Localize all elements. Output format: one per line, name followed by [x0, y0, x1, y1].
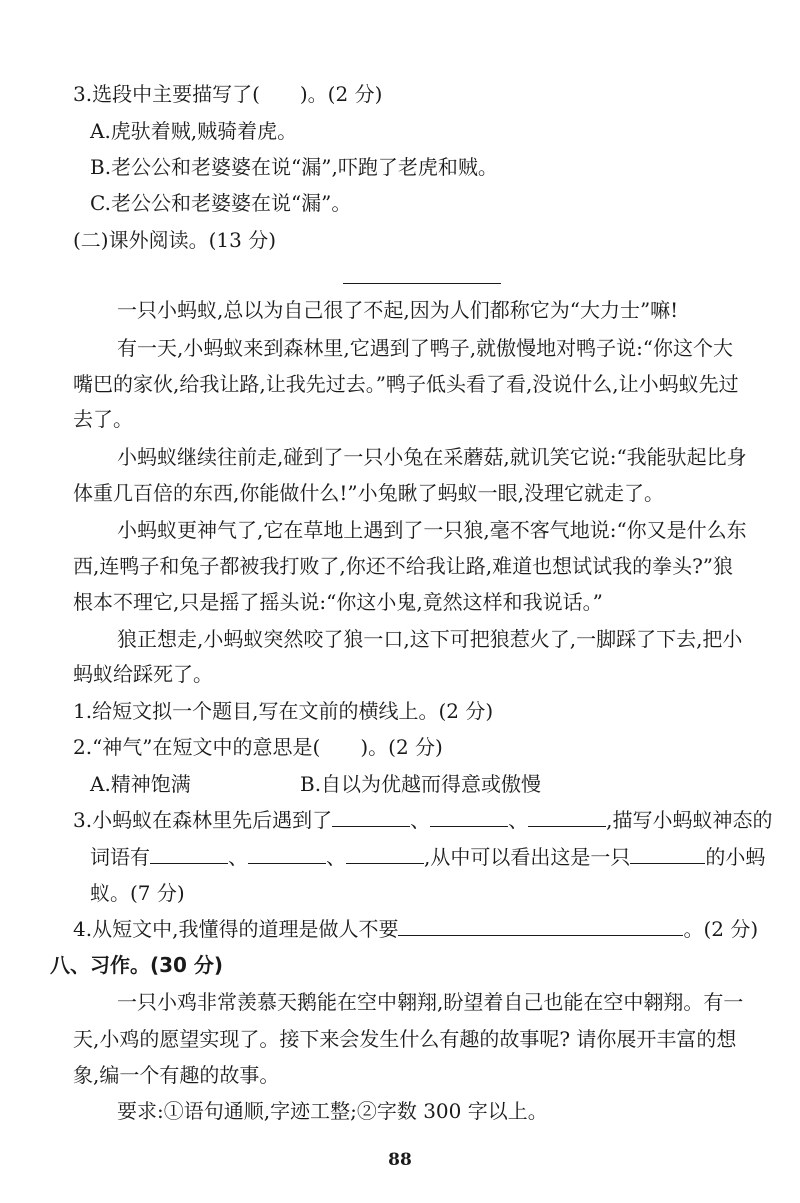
separator: 、 [508, 808, 529, 832]
answer-blank[interactable] [430, 806, 508, 827]
passage-p1: 一只小蚂蚁,总以为自己很了不起,因为人们都称它为“大力士”嘛! [117, 298, 679, 322]
passage-title-blank[interactable] [343, 283, 501, 284]
passage-p4-line1: 小蚂蚁更神气了,它在草地上遇到了一只狼,毫不客气地说:“你又是什么东 [117, 518, 747, 542]
passage-p5-line1: 狼正想走,小蚂蚁突然咬了狼一口,这下可把狼惹火了,一脚踩了下去,把小 [117, 627, 743, 651]
question-3-text-a: 3.小蚂蚁在森林里先后遇到了 [73, 808, 333, 832]
passage-p2-line3: 去了。 [73, 407, 133, 431]
separator: 、 [410, 808, 431, 832]
separator: 、 [228, 845, 248, 869]
page-number: 88 [388, 1150, 412, 1170]
writing-prompt-line3: 象,编一个有趣的故事。 [73, 1063, 280, 1087]
question-4-text-b: 。(2 分) [683, 917, 759, 941]
passage-p3-line2: 体重几百倍的东西,你能做什么!”小兔瞅了蚂蚁一眼,没理它就走了。 [73, 481, 664, 505]
question-3-text-e: 的小蚂 [705, 845, 766, 869]
prev-q3-stem: 3.选段中主要描写了( )。(2 分) [73, 82, 383, 106]
question-3-text-c: 词语有 [90, 845, 150, 869]
question-2-option-a: A.精神饱满 [90, 772, 191, 796]
question-3-line1 [73, 806, 772, 834]
answer-blank[interactable] [346, 843, 424, 864]
question-3-text-d: ,从中可以看出这是一只 [424, 845, 631, 869]
section-eight-title: 八、习作。(30 分) [50, 953, 224, 977]
passage-p3-line1: 小蚂蚁继续往前走,碰到了一只小兔在采蘑菇,就讥笑它说:“我能驮起比身 [117, 445, 747, 469]
answer-blank[interactable] [332, 806, 410, 827]
passage-p4-line3: 根本不理它,只是摇了摇头说:“你这小鬼,竟然这样和我说话。” [73, 590, 603, 614]
question-2-option-b: B.自以为优越而得意或傲慢 [300, 772, 542, 796]
question-1: 1.给短文拟一个题目,写在文前的横线上。(2 分) [73, 699, 494, 723]
answer-blank[interactable] [248, 843, 326, 864]
question-3-line2 [90, 843, 765, 871]
answer-blank[interactable] [150, 843, 228, 864]
question-4 [73, 915, 758, 943]
passage-p2-line2: 嘴巴的家伙,给我让路,让我先过去。”鸭子低头看了看,没说什么,让小蚂蚁先过 [73, 372, 739, 396]
question-4-text-a: 4.从短文中,我懂得的道理是做人不要 [73, 917, 399, 941]
answer-blank[interactable] [398, 915, 683, 936]
separator: 、 [326, 845, 346, 869]
prev-q3-option-c: C.老公公和老婆婆在说“漏”。 [90, 191, 352, 215]
question-3-line3: 蚁。(7 分) [90, 881, 185, 905]
passage-p5-line2: 蚂蚁给踩死了。 [73, 662, 213, 686]
section-two-title: (二)课外阅读。(13 分) [73, 228, 277, 252]
writing-prompt-line1: 一只小鸡非常羡慕天鹅能在空中翱翔,盼望着自己也能在空中翱翔。有一 [117, 990, 744, 1014]
passage-p4-line2: 西,连鸭子和兔子都被我打败了,你还不给我让路,难道也想试试我的拳头?”狼 [73, 554, 734, 578]
answer-blank[interactable] [528, 806, 606, 827]
passage-p2-line1: 有一天,小蚂蚁来到森林里,它遇到了鸭子,就傲慢地对鸭子说:“你这个大 [117, 336, 734, 360]
prev-q3-option-a: A.虎驮着贼,贼骑着虎。 [90, 119, 298, 143]
prev-q3-option-b: B.老公公和老婆婆在说“漏”,吓跑了老虎和贼。 [90, 155, 498, 179]
writing-prompt-line2: 天,小鸡的愿望实现了。接下来会发生什么有趣的故事呢? 请你展开丰富的想 [73, 1027, 737, 1051]
answer-blank[interactable] [630, 843, 705, 864]
writing-requirement: 要求:①语句通顺,字迹工整;②字数 300 字以上。 [117, 1099, 548, 1123]
question-2-stem: 2.“神气”在短文中的意思是( )。(2 分) [73, 735, 443, 759]
question-3-text-b: ,描写小蚂蚁神态的 [606, 808, 773, 832]
